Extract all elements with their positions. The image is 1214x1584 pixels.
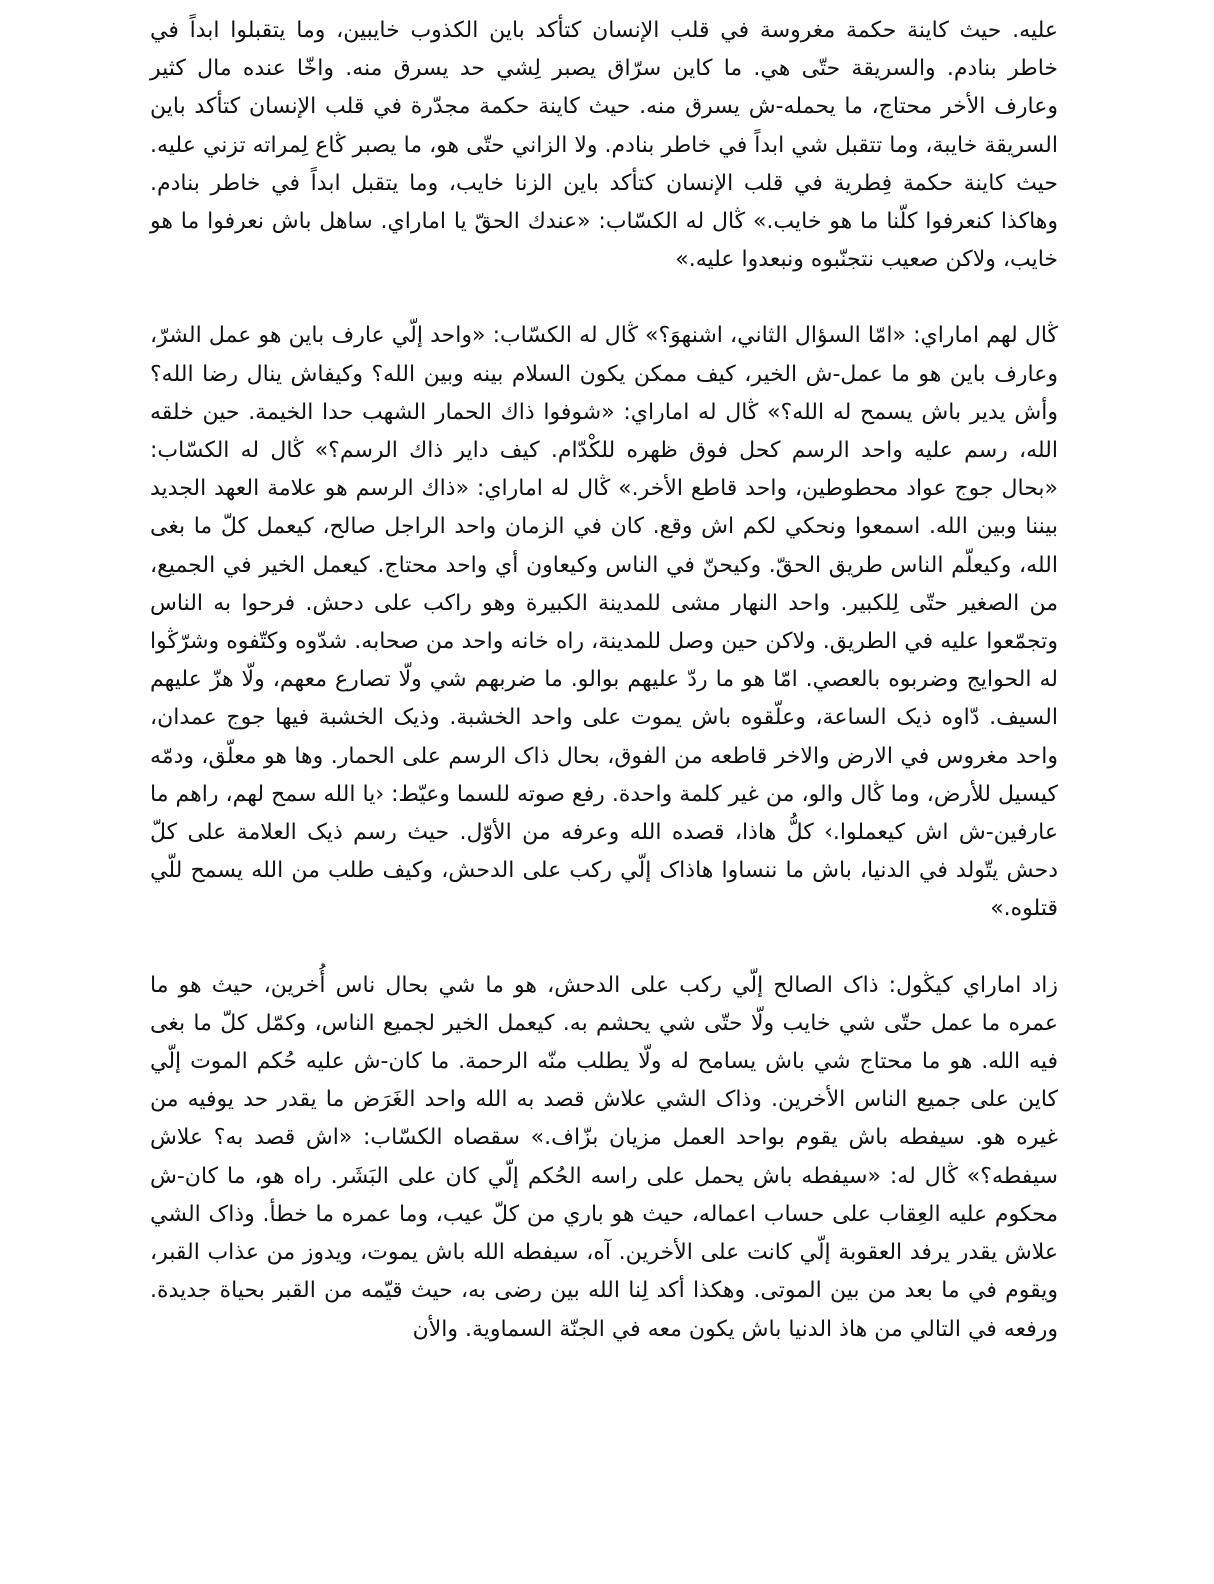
paragraph-1: عليه. حيث كاينة حكمة مغروسة في قلب الإنسان كتأكد باين الكذوب خايبين، وما يتقبلوا ابداً في خاطر بنادم. والسريقة حتّى هي. ما كاين سرّاق يصبر لِشي حد يسرق منه. واخّا عنده مال كثير وعارف الأخر محتاج، ما يحمله-ش يسرق منه. حيث كاينة حكمة مجدّرة في قلب الإنسان كتأكد باين السريقة خايبة، وما تتقبل شي ابداً في خاطر بنادم. ولا الزاني حتّى هو، ما يصبر ڭاع لِمراته تزني عليه. حيث كاينة حكمة فِطرية في قلب الإنسان كتأكد باين الزنا خايب، وما يتقبل ابداً في خاطر بنادم. وهاكذا كنعرفوا كلّنا ما هو خايب.» ڭال له الكسّاب: «عندك الحقّ يا اماراي. ساهل باش نعرفوا ما هو خايب، ولاكن صعيب نتجنّبوه ونبعدوا عليه.»: [150, 18, 1058, 273]
document-page: [150, 12, 1058, 1349]
paragraph-2: ڭال لهم اماراي: «امّا السؤال الثاني، اشنهوَ؟» ڭال له الكسّاب: «واحد إلّي عارف باين هو عمل الشرّ، وعارف باين هو ما عمل-ش الخير، كيف ممكن يكون السلام بينه وبين الله؟ وكيفاش ينال رضا الله؟ وأش يدير باش يسمح له الله؟» ڭال له اماراي: «شوفوا ذاك الحمار الشهب حدا الخيمة. حين خلقه الله، رسم عليه واحد الرسم كحل فوق ظهره للكْدّام. كيف داير ذاك الرسم؟» ڭال له الكسّاب: «بحال جوج عواد محطوطين، واحد قاطع الأخر.» ڭال له اماراي: «ذاك الرسم هو علامة العهد الجديد بيننا وبين الله. اسمعوا ونحكي لكم اش وقع. كان في الزمان واحد الراجل صالح، كيعمل كلّ ما بغى الله، وكيعلّم الناس طريق الحقّ. وكيحنّ في الناس وكيعاون أي واحد محتاج. كيعمل الخير في الجميع، من الصغير حتّى لِلكبير. واحد النهار مشى للمدينة الكبيرة وهو راكب على دحش. فرحوا به الناس وتجمّعوا عليه في الطريق. ولاكن حين وصل للمدينة، راه خانه واحد من صحابه. شدّوه وكتّفوه وشرّڭوا له الحوايج وضربوه بالعصي. امّا هو ما ردّ عليهم بوالو. ما ضربهم شي ولّا تصارع معهم، ولّا هزّ عليهم السيف. دّاوه ذيک الساعة، وعلّقوه باش يموت على واحد الخشبة. وذيک الخشبة فيها جوج عمدان، واحد مغروس في الارض والاخر قاطعه من الفوق، بحال ذاک الرسم على الحمار. وها هو معلّق، ودمّه كيسيل للأرض، وما ڭال والو، من غير كلمة واحدة. رفع صوته للسما وعيّط: ‹يا الله سمح لهم، راهم ما عارفين-ش اش كيعملوا.› كلُّ هاذا، قصده الله وعرفه من الأوّل. حيث رسم ذيک العلامة على كلّ دحش يتّولد في الدنيا، باش ما ننساوا هاذاک إلّي ركب على الدحش، وكيف طلب من الله يسمح للّي قتلوه.»: [150, 323, 1058, 922]
paragraph-3: زاد اماراي كيڭول: ذاک الصالح إلّي ركب على الدحش، هو ما شي بحال ناس أُخرين، حيث هو ما عمره ما عمل حتّى شي خايب ولّا حتّى شي يحشم به. كيعمل الخير لجميع الناس، وكمّل كلّ ما بغى فيه الله. هو ما محتاج شي باش يسامح له ولّا يطلب منّه الرحمة. ما كان-ش عليه حُكم الموت إلّي كاين على جميع الناس الأخرين. وذاک الشي علاش قصد به الله واحد الغَرَض ما يقدر حد يوفيه من غيره هو. سيفطه باش يقوم بواحد العمل مزيان بزّاف.» سقصاه الكسّاب: «اش قصد به؟ علاش سيفطه؟» ڭال له: «سيفطه باش يحمل على راسه الحُكم إلّي كان على البَشَر. راه هو، ما كان-ش محكوم عليه العِقاب على حساب اعماله، حيث هو باري من كلّ عيب، وما عمره ما خطأ. وذاک الشي علاش يقدر يرفد العقوبة إلّي كانت على الأخرين. آه، سيفطه الله باش يموت، ويدوز من عذاب القبر، ويقوم في ما بعد من بين الموتى. وهكذا أكد لِنا الله بين رضى به، حيث قيّمه من القبر بحياة جديدة. ورفعه في التالي من هاذ الدنيا باش يكون معه في الجنّة السماوية. والأن: [150, 972, 1058, 1342]
